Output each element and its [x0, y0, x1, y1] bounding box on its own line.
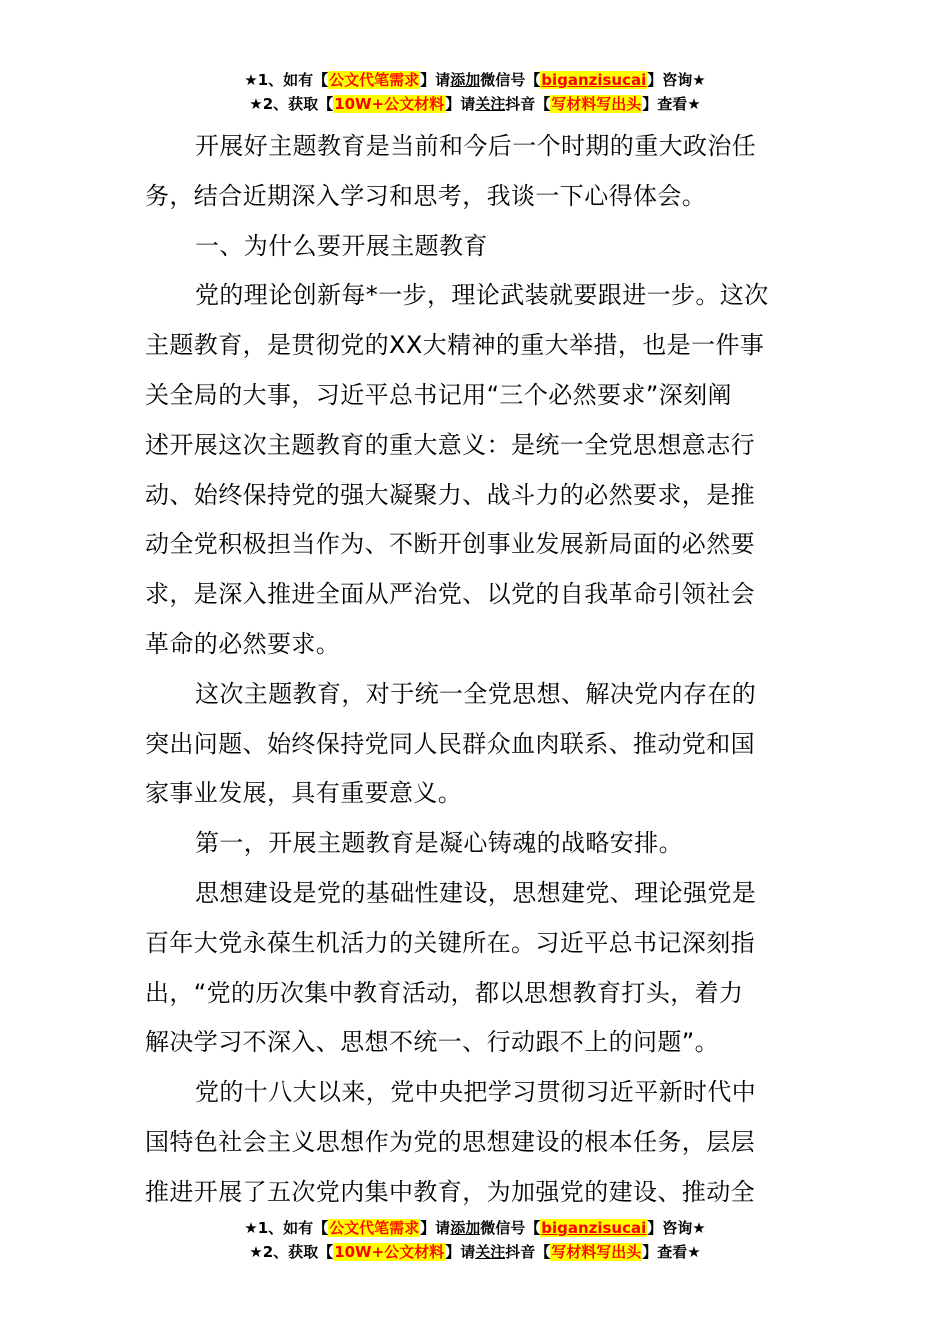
banner-highlight-douyin: 写材料写出头 [551, 1243, 642, 1261]
banner-text: 微信号【 [480, 1219, 541, 1237]
bottom-banner [0, 1216, 950, 1264]
banner-text: 】请 [445, 95, 476, 113]
banner-text: 】查看★ [642, 1243, 701, 1261]
banner-text: ★1、如有【 [244, 71, 329, 89]
body-line: 党的十八大以来，党中央把学习贯彻习近平新时代中 [195, 1078, 757, 1107]
body-line: 革命的必然要求。 [145, 629, 341, 658]
body-line: 动全党积极担当作为、不断开创事业发展新局面的必然要 [145, 530, 755, 559]
body-line: 出，“党的历次集中教育活动，都以思想教育打头，着力 [145, 978, 744, 1007]
body-line: 百年大党永葆生机活力的关键所在。习近平总书记深刻指 [145, 928, 755, 957]
banner-text: 】咨询★ [647, 1219, 706, 1237]
banner-text: 】请 [420, 1219, 451, 1237]
banner-highlight-service: 公文代笔需求 [329, 71, 420, 89]
body-line: 主题教育，是贯彻党的XX大精神的重大举措，也是一件事 [145, 331, 765, 360]
banner-text: 】请 [420, 71, 451, 89]
banner-underlined-text: 关注 [475, 1243, 506, 1261]
banner-text: ★2、获取【 [249, 95, 334, 113]
body-line: 推进开展了五次党内集中教育，为加强党的建设、推动全 [145, 1177, 755, 1206]
banner-text: 抖音【 [505, 95, 551, 113]
body-line: 国特色社会主义思想作为党的思想建设的根本任务，层层 [145, 1127, 755, 1156]
body-line: 解决学习不深入、思想不统一、行动跟不上的问题”。 [145, 1028, 720, 1057]
banner-text: 】咨询★ [647, 71, 706, 89]
banner-highlight-wechat-id: biganzisucai [541, 71, 647, 89]
body-line: 党的理论创新每*一步，理论武装就要跟进一步。这次 [195, 281, 769, 310]
body-line: 务，结合近期深入学习和思考，我谈一下心得体会。 [145, 181, 707, 210]
body-line: 突出问题、始终保持党同人民群众血肉联系、推动党和国 [145, 729, 755, 758]
banner-text: ★1、如有【 [244, 1219, 329, 1237]
banner-line-2 [0, 1240, 950, 1264]
body-line: 家事业发展，具有重要意义。 [145, 779, 463, 808]
banner-text: ★2、获取【 [249, 1243, 334, 1261]
banner-line-1 [0, 1216, 950, 1240]
banner-highlight-materials: 10W+公文材料 [334, 1243, 445, 1261]
banner-highlight-douyin: 写材料写出头 [551, 95, 642, 113]
banner-text: 微信号【 [480, 71, 541, 89]
banner-underlined-text: 添加 [450, 1219, 481, 1237]
document-body [145, 122, 805, 1218]
body-line: 述开展这次主题教育的重大意义：是统一全党思想意志行 [145, 430, 755, 459]
banner-highlight-service: 公文代笔需求 [329, 1219, 420, 1237]
body-line: 动、始终保持党的强大凝聚力、战斗力的必然要求，是推 [145, 480, 755, 509]
body-line: 求，是深入推进全面从严治党、以党的自我革命引领社会 [145, 580, 755, 609]
banner-highlight-wechat-id: biganzisucai [541, 1219, 647, 1237]
banner-line-1 [0, 68, 950, 92]
banner-text: 】查看★ [642, 95, 701, 113]
banner-text: 抖音【 [505, 1243, 551, 1261]
top-banner [0, 68, 950, 116]
banner-highlight-materials: 10W+公文材料 [334, 95, 445, 113]
banner-line-2 [0, 92, 950, 116]
subheading-line: 第一，开展主题教育是凝心铸魂的战略安排。 [195, 829, 683, 858]
body-line: 这次主题教育，对于统一全党思想、解决党内存在的 [195, 679, 757, 708]
banner-text: 】请 [445, 1243, 476, 1261]
banner-underlined-text: 关注 [475, 95, 506, 113]
banner-underlined-text: 添加 [450, 71, 481, 89]
section-heading: 一、为什么要开展主题教育 [195, 231, 488, 260]
body-line: 开展好主题教育是当前和今后一个时期的重大政治任 [195, 132, 757, 160]
body-line: 思想建设是党的基础性建设，思想建党、理论强党是 [195, 878, 757, 907]
body-line: 关全局的大事，习近平总书记用“三个必然要求”深刻阐 [145, 380, 732, 409]
